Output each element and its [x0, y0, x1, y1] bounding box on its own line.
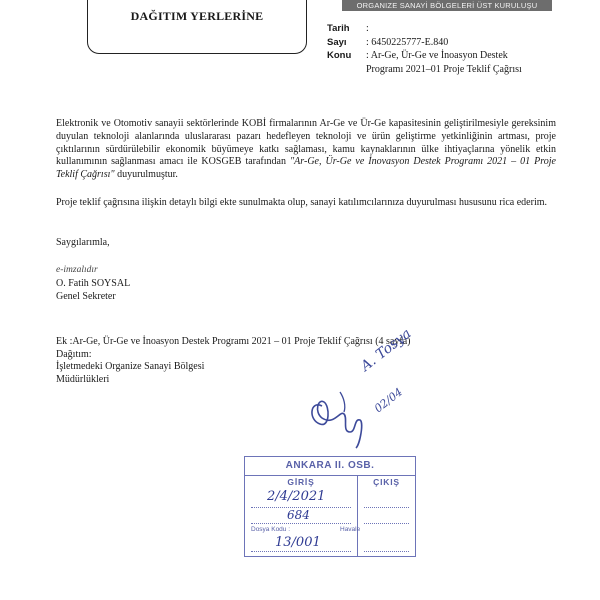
number-value: : 6450225777-E.840: [366, 36, 449, 48]
stamp-out-label: ÇIKIŞ: [373, 477, 400, 487]
signatory: [56, 278, 130, 303]
distribution-title: DAĞITIM YERLERİNE: [130, 9, 264, 23]
stamp-out-line-3: [364, 551, 409, 552]
signatory-name: O. Fatih SOYSAL: [56, 278, 131, 289]
letter-meta: [327, 22, 522, 76]
paragraph-1-end: duyurulmuştur.: [114, 169, 178, 181]
stamp-out-line-2: [364, 523, 409, 524]
stamp-date-handwritten: 2/4/2021: [267, 489, 326, 504]
paragraph-2: Proje teklif çağrısına ilişkin detaylı bilgi ekte sunulmakta olup, sanayi katılımcılarınıza duyurulması hususunu rica ederim.: [56, 197, 547, 208]
distribution-box: [87, 0, 307, 54]
handwritten-date: 02/04: [372, 385, 405, 416]
greeting: Saygılarımla,: [56, 237, 110, 248]
stamp-out-column: [340, 475, 415, 556]
stamp-header: ANKARA II. OSB.: [245, 457, 415, 476]
distribution-label: Dağıtım:: [56, 348, 92, 360]
subject-value-cont: Programı 2021–01 Proje Teklif Çağrısı: [366, 63, 522, 75]
program-name: "Ar-Ge, Ür-Ge ve İnovasyon Destek Programı 2021 – 01 Proje Teklif Çağrısı": [56, 156, 556, 181]
stamp-transfer-label: Havale: [340, 526, 361, 533]
e-signature-note: e-imzalıdır: [56, 265, 98, 275]
subject-value: : Ar-Ge, Ür-Ge ve İnoasyon Destek: [366, 50, 508, 61]
subject-label: Konu: [327, 50, 352, 61]
handwritten-note: A. Tosya: [358, 325, 415, 375]
stamp-number-line: [251, 523, 351, 524]
paragraph-1-text: Elektronik ve Otomotiv sanayii sektörlerinde KOBİ firmalarının Ar-Ge ve Ür-Ge kapasitesinin geliştirilmesiyle gereksinim duyulan teknoloji alanlarında uluslararası pazarı hedefleyen teknoloji ve ürün geliştirme yetkinliğinin artması, proje çıktılarının sürdürülebilir ekonomik büyümeye katkı sağlaması, kamu kaynaklarının ülke ihtiyaçlarına yönelik etkin kullanımının sağlanması amacı ile KOSGEB tarafından: [56, 118, 556, 168]
date-value: :: [366, 23, 369, 34]
recipient-line-2: Müdürlükleri: [56, 373, 110, 385]
registry-stamp: [244, 456, 416, 557]
date-label: Tarih: [327, 23, 350, 34]
stamp-in-label: GİRİŞ: [287, 477, 315, 487]
stamp-in-column: [245, 475, 361, 556]
annex-line: Ek :Ar-Ge, Ür-Ge ve İnoasyon Destek Programı 2021 – 01 Proje Teklif Çağrısı (4 sayfa): [56, 336, 411, 347]
header-banner: ORGANIZE SANAYİ BÖLGELERİ ÜST KURULUŞU: [342, 0, 552, 11]
signatory-title: Genel Sekreter: [56, 290, 116, 302]
stamp-file-label: Dosya Kodu :: [251, 526, 291, 533]
stamp-file-handwritten: 13/001: [275, 535, 321, 550]
number-label: Sayı: [327, 36, 347, 48]
recipient-line-1: İşletmedeki Organize Sanayi Bölgesi: [56, 361, 205, 372]
stamp-number-handwritten: 684: [287, 508, 310, 522]
paragraph-1: [56, 118, 556, 182]
stamp-out-line-1: [364, 507, 409, 508]
stamp-file-line: [251, 551, 351, 552]
